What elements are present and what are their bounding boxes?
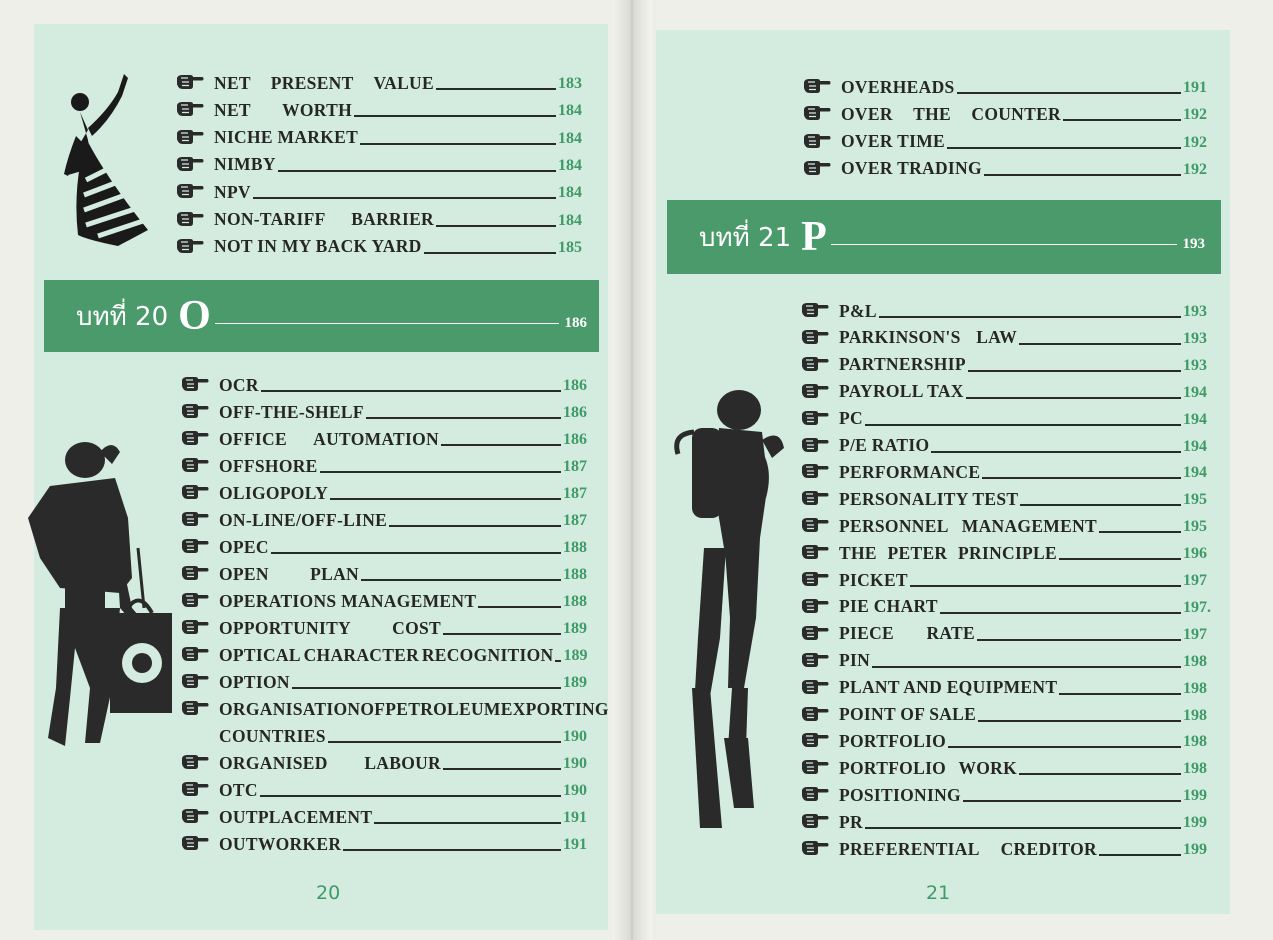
entry-page-number: 195 [1183, 518, 1207, 536]
pointing-hand-icon [176, 209, 204, 227]
index-entry [181, 665, 593, 691]
dot-leader [443, 768, 561, 770]
entry-page-number: 185 [558, 238, 582, 256]
index-entry [181, 692, 609, 719]
pointing-hand-icon [803, 76, 831, 94]
pointing-hand-icon [801, 569, 829, 587]
entry-term: OLIGOPOLY [219, 482, 329, 503]
entry-term: OFFICE AUTOMATION [219, 428, 439, 449]
chapter-letter: O [178, 293, 211, 339]
pointing-hand-icon [801, 650, 829, 668]
entry-page-number: 198 [1183, 652, 1207, 670]
index-entry [801, 375, 1213, 401]
index-entry [801, 429, 1213, 455]
index-entry [181, 638, 593, 664]
index-entry [176, 93, 588, 119]
entry-term: PERSONALITY TEST [839, 488, 1019, 509]
entry-term: PARKINSON'S LAW [839, 327, 1017, 348]
entry-term: NET WORTH [214, 99, 352, 120]
entry-term: NICHE MARKET [214, 127, 359, 148]
entry-term: NET PRESENT VALUE [214, 72, 434, 93]
entry-page-number: 183 [558, 75, 582, 92]
entry-page-number: 192 [1183, 106, 1207, 124]
index-entry [801, 644, 1213, 670]
entry-term: OPEC [219, 536, 269, 557]
entry-term: OPEN PLAN [219, 563, 359, 584]
index-entry [181, 422, 593, 448]
book-gutter [612, 0, 652, 940]
index-entry [801, 751, 1213, 777]
entry-page-number: 195 [1183, 491, 1207, 509]
entry-page-number: 184 [558, 102, 582, 120]
index-entry [801, 724, 1213, 750]
index-entry [176, 66, 588, 92]
entry-page-number: 198 [1183, 733, 1207, 751]
index-entry [181, 395, 593, 421]
pointing-hand-icon [181, 806, 209, 824]
entry-term: PERSONNEL MANAGEMENT [839, 515, 1097, 536]
entry-term: NON-TARIFF BARRIER [214, 209, 434, 229]
chapter-letter: P [801, 214, 827, 260]
entry-term: NOT IN MY BACK YARD [214, 236, 422, 257]
dot-leader [879, 316, 1181, 318]
index-entry [801, 321, 1213, 347]
entry-page-number: 188 [563, 566, 587, 583]
pointing-hand-icon [801, 461, 829, 479]
pointing-hand-icon [801, 811, 829, 829]
index-entry [801, 832, 1213, 858]
index-entry [801, 698, 1213, 724]
pointing-hand-icon [176, 72, 204, 90]
entry-page-number: 199 [1183, 787, 1207, 805]
dot-leader [271, 552, 561, 554]
entry-term: OCR [219, 374, 259, 395]
index-entry [181, 557, 593, 583]
chapter-label: บทที่ 20 [76, 301, 169, 332]
entry-term: PR [839, 811, 863, 832]
dot-leader [865, 827, 1181, 829]
entry-page-number: 199 [1183, 841, 1207, 858]
dot-leader [354, 115, 556, 117]
index-entry [801, 590, 1213, 616]
entry-term: OPTICAL CHARACTER RECOGNITION [219, 644, 554, 665]
pointing-hand-icon [181, 509, 209, 527]
pointing-hand-icon [181, 779, 209, 797]
dot-leader [966, 397, 1181, 399]
dot-leader [963, 800, 1181, 802]
index-entry [181, 584, 593, 610]
index-entry [801, 671, 1213, 697]
entry-page-number: 194 [1183, 464, 1207, 482]
pointing-hand-icon [801, 408, 829, 426]
chapter-page-number: 193 [1182, 235, 1205, 252]
pointing-hand-icon [801, 300, 829, 318]
pointing-hand-icon [181, 563, 209, 581]
entry-page-number: 194 [1183, 410, 1207, 428]
dot-leader [1063, 119, 1181, 121]
dancing-woman-icon [58, 70, 158, 250]
index-entry [181, 611, 593, 637]
entry-term: P&L [839, 300, 877, 321]
entry-page-number: 190 [563, 728, 587, 745]
dot-leader [1019, 343, 1181, 345]
dot-leader [343, 849, 561, 851]
entry-term: NPV [214, 181, 251, 202]
index-entry [176, 148, 588, 174]
dot-leader [320, 471, 561, 473]
entry-page-number: 184 [558, 129, 582, 147]
entry-term: THE PETER PRINCIPLE [839, 542, 1057, 563]
pointing-hand-icon [176, 154, 204, 172]
entry-page-number: 191 [563, 836, 587, 853]
dot-leader [1099, 854, 1181, 856]
dot-leader [441, 444, 561, 446]
pointing-hand-icon [181, 698, 209, 716]
index-entry [181, 530, 593, 556]
dot-leader [436, 88, 556, 90]
pointing-hand-icon [181, 671, 209, 689]
dot-leader [278, 170, 556, 172]
dot-leader [436, 225, 556, 227]
index-entry [181, 368, 593, 394]
entry-term: OFF-THE-SHELF [219, 401, 364, 422]
entry-page-number: 197 [1183, 625, 1207, 643]
entry-term: OFFSHORE [219, 455, 318, 476]
pointing-hand-icon [801, 730, 829, 748]
entry-page-number: 190 [563, 755, 587, 772]
entry-term: ORGANISED LABOUR [219, 752, 441, 773]
entry-term: P/E RATIO [839, 435, 930, 455]
entry-page-number: 186 [563, 431, 587, 448]
index-entry [176, 175, 588, 201]
pointing-hand-icon [801, 784, 829, 802]
pointing-hand-icon [176, 236, 204, 254]
entry-page-number: 191 [1183, 79, 1207, 96]
pointing-hand-icon [803, 131, 831, 149]
index-entry [181, 503, 593, 529]
entry-term: PIE CHART [839, 596, 938, 617]
pointing-hand-icon [801, 542, 829, 560]
entry-page-number: 189 [563, 647, 588, 664]
entry-page-number: 192 [1183, 160, 1207, 178]
dot-leader [984, 174, 1181, 176]
dot-leader [443, 633, 561, 635]
entry-term: PAYROLL TAX [839, 381, 964, 402]
pointing-hand-icon [181, 428, 209, 446]
scuba-diver-icon [664, 388, 804, 838]
index-entry [801, 482, 1213, 508]
dot-leader [910, 585, 1181, 587]
pointing-hand-icon [801, 757, 829, 775]
pointing-hand-icon [803, 158, 831, 176]
entry-term: ON-LINE/OFF-LINE [219, 509, 388, 530]
index-entry [801, 509, 1213, 535]
pointing-hand-icon [176, 127, 204, 145]
index-entry [803, 152, 1213, 178]
pointing-hand-icon [801, 623, 829, 641]
dot-leader [328, 741, 561, 743]
page-folio-left: 20 [316, 882, 341, 904]
entry-page-number: 189 [563, 620, 587, 637]
pointing-hand-icon [181, 833, 209, 851]
entry-term: ORGANISATION OF PETROLEUM EXPORTING [219, 698, 609, 719]
dot-leader [253, 197, 556, 199]
entry-page-number: 197. [1183, 598, 1211, 616]
chapter-page-number: 186 [564, 314, 587, 331]
pointing-hand-icon [801, 327, 829, 345]
entry-term: OPTION [219, 671, 290, 692]
entry-page-number: 192 [1183, 133, 1207, 151]
entry-term: PIECE RATE [839, 623, 975, 644]
entry-page-number: 188 [563, 539, 587, 556]
entry-page-number: 187 [563, 458, 587, 475]
pointing-hand-icon [801, 515, 829, 533]
dot-leader [1019, 773, 1181, 775]
entry-term: OVER TIME [841, 131, 945, 152]
pointing-hand-icon [801, 488, 829, 506]
pointing-hand-icon [181, 617, 209, 635]
chapter-20-band [44, 280, 599, 352]
index-entry [801, 536, 1213, 562]
index-entry [176, 203, 588, 229]
index-entry [801, 805, 1213, 831]
entry-page-number: 187 [563, 512, 587, 529]
index-entry [176, 230, 588, 256]
pointing-hand-icon [181, 590, 209, 608]
dot-leader [957, 92, 1181, 94]
pointing-hand-icon [801, 838, 829, 856]
page-folio-right: 21 [926, 882, 951, 904]
dot-leader [1020, 504, 1181, 506]
chapter-21-band [667, 200, 1221, 274]
dot-leader [948, 746, 1181, 748]
dot-leader [361, 579, 561, 581]
entry-page-number: 184 [558, 211, 582, 229]
entry-page-number: 194 [1183, 437, 1207, 455]
entry-page-number: 193 [1183, 329, 1207, 347]
pointing-hand-icon [181, 536, 209, 554]
index-entry [803, 70, 1213, 96]
entry-page-number: 190 [563, 782, 587, 799]
pointing-hand-icon [181, 752, 209, 770]
dot-leader [931, 451, 1181, 453]
chapter-label: บทที่ 21 [699, 222, 792, 253]
entry-term: OVER TRADING [841, 158, 982, 179]
entry-term: PORTFOLIO [839, 730, 947, 751]
pointing-hand-icon [176, 181, 204, 199]
entry-term: PLANT AND EQUIPMENT [839, 677, 1058, 698]
index-entry [181, 476, 593, 502]
entry-term: PORTFOLIO WORK [839, 757, 1017, 778]
entry-page-number: 189 [563, 674, 587, 691]
chapter-leader [215, 323, 559, 324]
shopper-silhouette-icon [20, 438, 180, 758]
entry-page-number: 188 [563, 593, 587, 610]
index-entry [801, 778, 1213, 804]
index-entry [801, 563, 1213, 589]
entry-term: PERFORMANCE [839, 461, 981, 482]
entry-page-number: 191 [563, 809, 587, 826]
pointing-hand-icon [801, 354, 829, 372]
dot-leader [1059, 558, 1181, 560]
dot-leader [1059, 693, 1181, 695]
index-entry [801, 455, 1213, 481]
index-entry [181, 773, 593, 799]
index-entry [803, 125, 1213, 151]
chapter-leader [831, 244, 1177, 245]
entry-page-number: 197 [1183, 572, 1207, 589]
dot-leader [968, 370, 1181, 372]
entry-page-number: 186 [563, 377, 587, 394]
index-entry [801, 402, 1213, 428]
entry-term: OPPORTUNITY COST [219, 617, 441, 638]
index-entry [801, 617, 1213, 643]
dot-leader [865, 424, 1181, 426]
dot-leader [978, 720, 1181, 722]
pointing-hand-icon [801, 381, 829, 399]
pointing-hand-icon [181, 401, 209, 419]
pointing-hand-icon [803, 103, 831, 121]
dot-leader [977, 639, 1181, 641]
dot-leader [389, 525, 561, 527]
entry-page-number: 186 [563, 404, 587, 421]
pointing-hand-icon [181, 725, 209, 743]
index-entry [181, 746, 593, 772]
dot-leader [330, 498, 561, 500]
dot-leader [982, 477, 1181, 479]
pointing-hand-icon [801, 677, 829, 695]
entry-term: NIMBY [214, 154, 276, 175]
entry-page-number: 198 [1183, 760, 1207, 778]
dot-leader [940, 612, 1181, 614]
dot-leader [555, 660, 561, 662]
entry-page-number: 184 [558, 184, 582, 202]
entry-page-number: 198 [1183, 679, 1207, 697]
pointing-hand-icon [181, 374, 209, 392]
entry-page-number: 187 [563, 485, 587, 502]
entry-term: OVER THE COUNTER [841, 103, 1061, 124]
entry-term: PARTNERSHIP [839, 354, 966, 375]
pointing-hand-icon [801, 435, 829, 453]
pointing-hand-icon [181, 455, 209, 473]
dot-leader [366, 417, 561, 419]
entry-page-number: 199 [1183, 814, 1207, 832]
dot-leader [947, 147, 1181, 149]
index-entry [181, 827, 593, 853]
entry-page-number: 196 [1183, 545, 1207, 563]
dot-leader [261, 390, 561, 392]
dot-leader [292, 687, 561, 689]
index-entry [181, 800, 593, 826]
entry-term: POINT OF SALE [839, 704, 977, 724]
entry-term: COUNTRIES [219, 725, 326, 746]
entry-term: OUTWORKER [219, 833, 342, 854]
index-entry [181, 449, 593, 475]
entry-term: PICKET [839, 569, 908, 590]
entry-term: PC [839, 408, 863, 429]
index-entry [803, 97, 1213, 123]
pointing-hand-icon [176, 99, 204, 117]
pointing-hand-icon [801, 704, 829, 722]
dot-leader [360, 143, 556, 145]
entry-term: PREFERENTIAL CREDITOR [839, 838, 1097, 859]
entry-term: PIN [839, 650, 871, 671]
entry-term: OPERATIONS MANAGEMENT [219, 590, 477, 611]
entry-term: OVERHEADS [841, 76, 955, 97]
pointing-hand-icon [181, 482, 209, 500]
entry-term: OUTPLACEMENT [219, 806, 373, 827]
entry-term: OTC [219, 779, 258, 800]
index-entry [181, 719, 593, 745]
entry-term: POSITIONING [839, 784, 961, 805]
entry-page-number: 193 [1183, 303, 1207, 320]
entry-page-number: 194 [1183, 383, 1207, 401]
pointing-hand-icon [181, 644, 209, 662]
pointing-hand-icon [801, 596, 829, 614]
dot-leader [872, 666, 1181, 668]
index-entry [801, 348, 1213, 374]
dot-leader [374, 822, 561, 824]
index-entry [801, 294, 1213, 320]
dot-leader [260, 795, 561, 797]
dot-leader [424, 252, 556, 254]
dot-leader [1099, 531, 1181, 533]
entry-page-number: 184 [558, 156, 582, 174]
entry-page-number: 198 [1183, 706, 1207, 724]
entry-page-number: 193 [1183, 356, 1207, 374]
index-entry [176, 121, 588, 147]
dot-leader [478, 606, 561, 608]
